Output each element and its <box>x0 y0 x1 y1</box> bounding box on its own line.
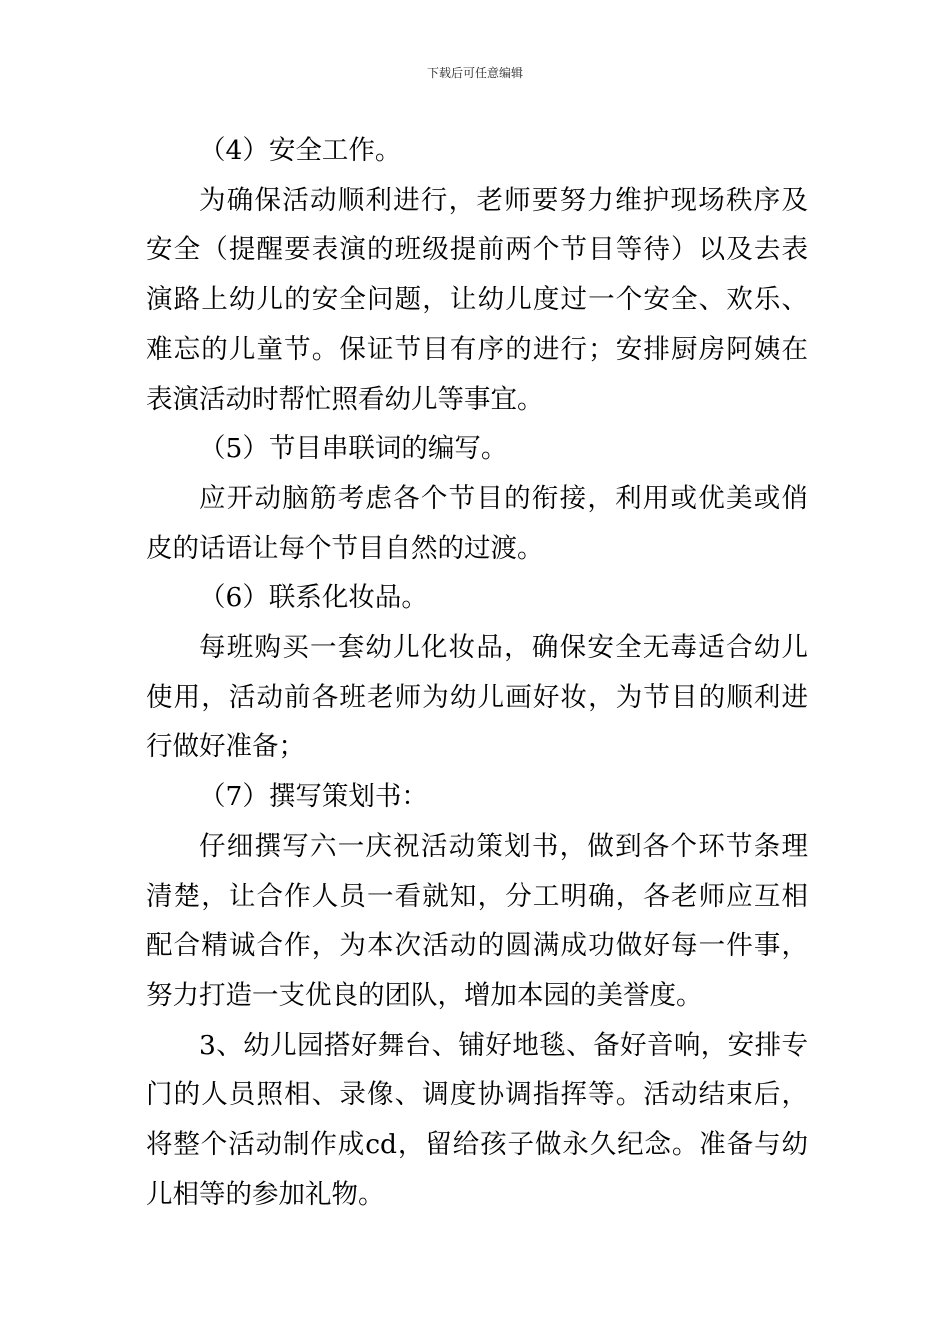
paragraph-stage-setup: 3、幼儿园搭好舞台、铺好地毯、备好音响，安排专门的人员照相、录像、调度协调指挥等。活动结束后，将整个活动制作成cd，留给孩子做永久纪念。准备与幼儿相等的参加礼物。 <box>146 1029 808 1210</box>
paragraph-host-script: 应开动脑筋考虑各个节目的衔接，利用或优美或俏皮的话语让每个节目自然的过渡。 <box>146 482 808 564</box>
paragraph-cosmetics: 每班购买一套幼儿化妆品，确保安全无毒适合幼儿使用，活动前各班老师为幼儿画好妆，为节目的顺利进行做好准备； <box>146 632 808 763</box>
section-heading-safety: （4）安全工作。 <box>199 135 402 166</box>
paragraph-proposal: 仔细撰写六一庆祝活动策划书，做到各个环节条理清楚，让合作人员一看就知，分工明确，各老师应互相配合精诚合作，为本次活动的圆满成功做好每一件事，努力打造一支优良的团队，增加本园的美誉度。 <box>146 830 808 1011</box>
section-heading-host-script: （5）节目串联词的编写。 <box>199 433 508 465</box>
paragraph-safety: 为确保活动顺利进行，老师要努力维护现场秩序及安全（提醒要表演的班级提前两个节目等待）以及去表演路上幼儿的安全问题，让幼儿度过一个安全、欢乐、难忘的儿童节。保证节目有序的进行；安排厨房阿姨在表演活动时帮忙照看幼儿等事宜。 <box>146 184 808 415</box>
header-note: 下载后可任意编辑 <box>426 66 523 80</box>
document-body <box>146 126 808 1219</box>
section-heading-cosmetics: （6）联系化妆品。 <box>199 582 428 614</box>
section-heading-proposal: （7）撰写策划书： <box>199 781 428 813</box>
